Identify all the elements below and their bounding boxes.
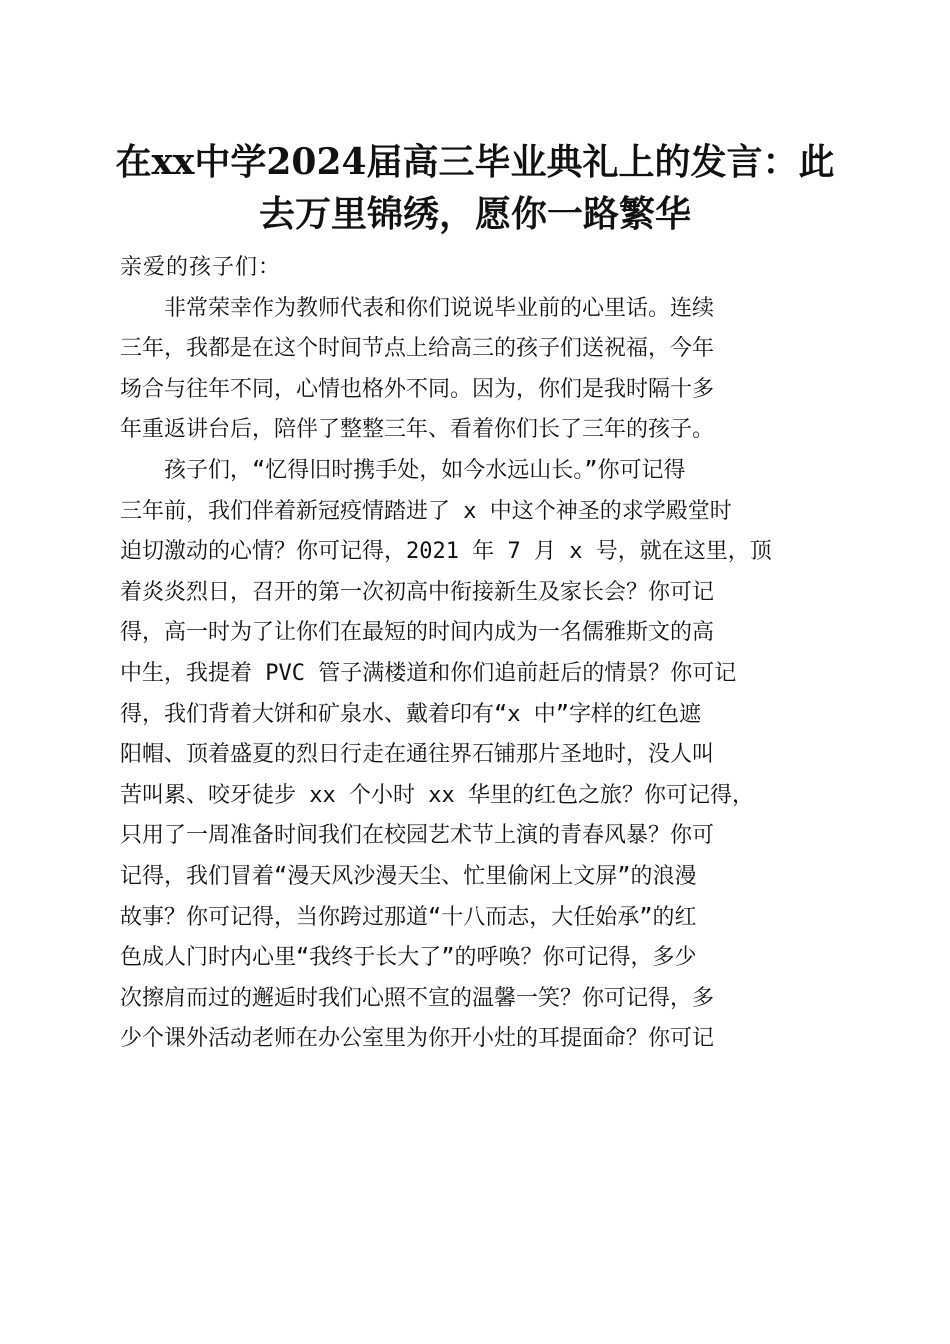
paragraph-line: 阳帽、顶着盛夏的烈日行走在通往界石铺那片圣地时，没人叫 <box>120 742 715 768</box>
paragraph-2 <box>120 451 825 1060</box>
paragraph-line: 次擦肩而过的邂逅时我们心照不宣的温馨一笑？你可记得，多 <box>120 985 715 1011</box>
paragraph-line: 场合与往年不同，心情也格外不同。因为，你们是我时隔十多 <box>120 376 715 402</box>
paragraph-line: 三年，我都是在这个时间节点上给高三的孩子们送祝福，今年 <box>120 336 715 362</box>
paragraph-line: 记得，我们冒着“漫天风沙漫天尘、忙里偷闲上文屏”的浪漫 <box>120 863 697 889</box>
paragraph-1 <box>120 289 825 451</box>
paragraph-line: 得，高一时为了让你们在最短的时间内成为一名儒雅斯文的高 <box>120 620 715 646</box>
document-title <box>100 136 850 240</box>
paragraph-line: 少个课外活动老师在办公室里为你开小灶的耳提面命？你可记 <box>120 1026 715 1052</box>
paragraph-line: 着炎炎烈日，召开的第一次初高中衔接新生及家长会？你可记 <box>120 579 715 605</box>
paragraph-line: 故事？你可记得，当你跨过那道“十八而志，大任始承”的红 <box>120 904 697 930</box>
paragraph-line: 得，我们背着大饼和矿泉水、戴着印有“x 中”字样的红色遮 <box>120 701 701 727</box>
paragraph-line: 非常荣幸作为教师代表和你们说说毕业前的心里话。连续 <box>120 295 715 321</box>
paragraph-line: 年重返讲台后，陪伴了整整三年、看着你们长了三年的孩子。 <box>120 417 715 443</box>
greeting: 亲爱的孩子们： <box>120 255 282 280</box>
paragraph-line: 色成人门时内心里“我终于长大了”的呼唤？你可记得，多少 <box>120 945 697 971</box>
paragraph-line: 中生，我提着 PVC 管子满楼道和你们追前赶后的情景？你可记 <box>120 660 737 686</box>
title-line: 去万里锦绣，愿你一路繁华 <box>258 193 691 235</box>
document-body <box>120 248 825 1060</box>
paragraph-line: 只用了一周准备时间我们在校园艺术节上演的青春风暴？你可 <box>120 823 715 849</box>
title-line: 在xx中学2024届高三毕业典礼上的发言：此 <box>115 141 835 183</box>
paragraph-line: 孩子们，“忆得旧时携手处，如今水远山长。”你可记得 <box>120 457 686 483</box>
paragraph-line: 三年前，我们伴着新冠疫情踏进了 x 中这个神圣的求学殿堂时 <box>120 498 732 524</box>
paragraph-line: 苦叫累、咬牙徒步 xx 个小时 xx 华里的红色之旅？你可记得， <box>120 782 754 808</box>
paragraph-line: 迫切激动的心情？你可记得，2021 年 7 月 x 号，就在这里，顶 <box>120 539 772 565</box>
